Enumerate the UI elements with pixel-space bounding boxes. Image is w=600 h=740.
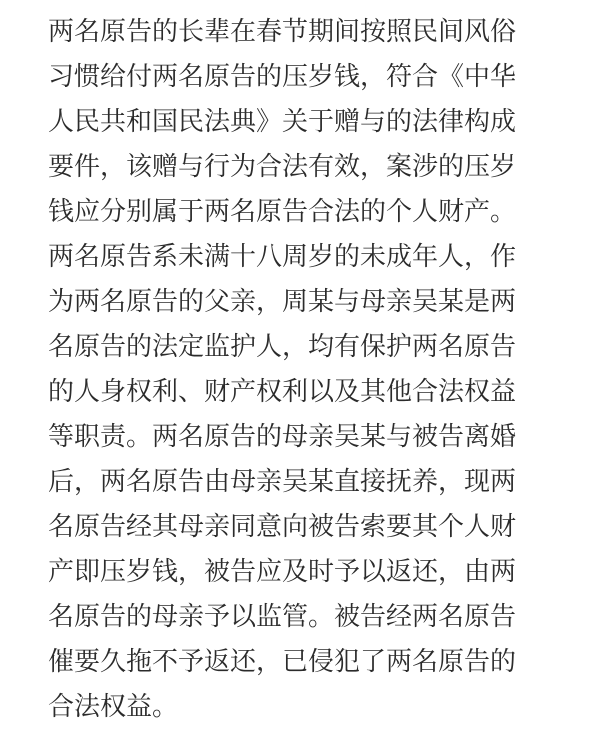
text-line: 的人身权利、财产权利以及其他合法权益 <box>48 377 517 407</box>
text-line: 人民共和国民法典》关于赠与的法律构成 <box>48 107 517 137</box>
text-line: 两名原告的长辈在春节期间按照民间风俗 <box>48 17 517 47</box>
text-line: 习惯给付两名原告的压岁钱，符合《中华 <box>48 62 517 92</box>
text-line: 要件，该赠与行为合法有效，案涉的压岁 <box>48 152 517 182</box>
text-line: 等职责。两名原告的母亲吴某与被告离婚 <box>48 422 517 452</box>
text-line: 产即压岁钱，被告应及时予以返还，由两 <box>48 557 517 587</box>
document-body <box>48 10 568 730</box>
text-line: 催要久拖不予返还，已侵犯了两名原告的 <box>48 647 517 677</box>
text-line: 名原告经其母亲同意向被告索要其个人财 <box>48 512 517 542</box>
text-line: 钱应分别属于两名原告合法的个人财产。 <box>48 197 517 227</box>
text-line: 名原告的法定监护人，均有保护两名原告 <box>48 332 517 362</box>
text-line: 后，两名原告由母亲吴某直接抚养，现两 <box>48 467 517 497</box>
text-line: 两名原告系未满十八周岁的未成年人，作 <box>48 242 517 272</box>
text-line: 名原告的母亲予以监管。被告经两名原告 <box>48 602 517 632</box>
text-line: 合法权益。 <box>48 692 179 722</box>
text-line: 为两名原告的父亲，周某与母亲吴某是两 <box>48 287 517 317</box>
